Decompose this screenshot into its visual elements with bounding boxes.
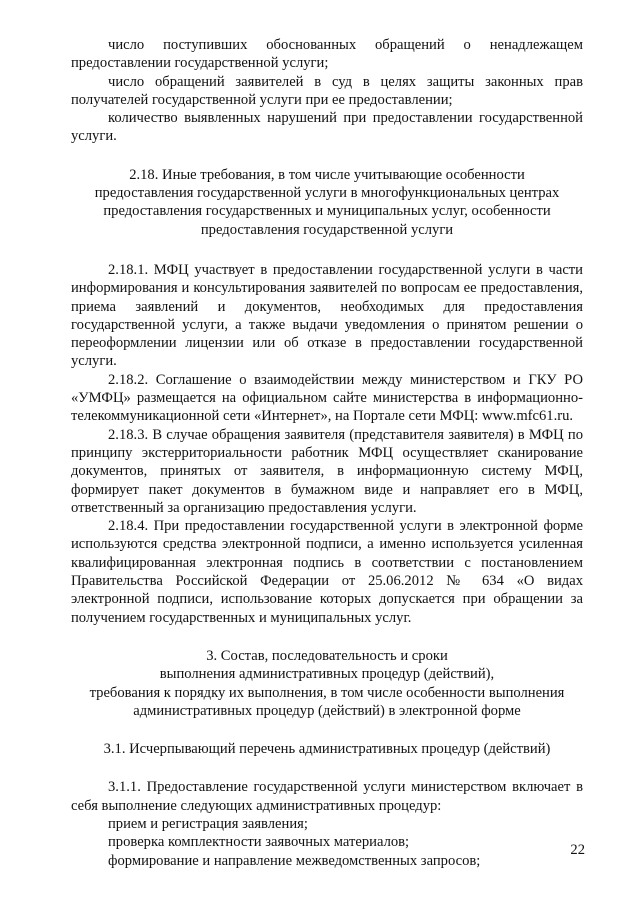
heading-line: административных процедур (действий) в электронной форме [133,702,521,719]
intro-item: количество выявленных нарушений при предоставлении государственной услуги. [71,110,583,145]
heading-line: предоставления государственных и муниципальных услуг, особенности [103,203,551,220]
paragraph-2-18-1: 2.18.1. МФЦ участвует в предоставлении государственной услуги в части информирования и консультирования заявителей по вопросам ее предоставления, приема заявлений и документов, необходимых для предоставления государственной услуги, а также выдачи уведомления о принятом решении о переоформлении лицензии или об отказе в предоставлении государственной услуги. [71,261,583,370]
section-2-18-body [71,261,583,627]
procedure-item: проверка комплектности заявочных материалов; [108,834,410,851]
paragraph-2-18-3: 2.18.3. В случае обращения заявителя (представителя заявителя) в МФЦ по принципу экстерриториальности работник МФЦ осуществляет сканирование документов, принятых от заявителя, в информационную систему МФЦ, формирует пакет документов в бумажном виде и направляет его в МФЦ, ответственный за организацию предоставления услуги. [71,426,583,516]
heading-line: выполнения административных процедур (действий), [159,666,495,683]
intro-item: число поступивших обоснованных обращений о ненадлежащем предоставлении государственной услуги; [71,37,583,72]
heading-line: предоставления государственной услуги [200,221,454,238]
heading-line: предоставления государственной услуги в многофункциональных центрах [94,185,560,202]
section-3-1-heading: 3.1. Исчерпывающий перечень административных процедур (действий) [103,741,551,758]
page-number: 22 [570,842,585,858]
paragraph-3-1-1: 3.1.1. Предоставление государственной услуги министерством включает в себя выполнение следующих административных процедур: [71,779,583,814]
section-3-1-1-body [71,778,583,869]
paragraph-2-18-4: 2.18.4. При предоставлении государственной услуги в электронной форме используются средства электронной подписи, а именно используется усиленная квалифицированная электронная подпись в соответствии с постановлением Правительства Российской Федерации от 25.06.2012 № 634 «О видах электронной подписи, использование которых допускается при обращении за получением государственных и муниципальных услуг. [71,518,583,626]
heading-line: требования к порядку их выполнения, в том числе особенности выполнения [89,684,565,701]
intro-item: число обращений заявителей в суд в целях защиты законных прав получателей государственной услуги при ее предоставлении; [71,73,583,108]
heading-line: 2.18. Иные требования, в том числе учитывающие особенности [129,166,525,183]
section-3-heading [71,647,583,720]
procedure-item: прием и регистрация заявления; [108,815,308,832]
heading-line: 3. Состав, последовательность и сроки [206,647,448,664]
section-2-18-heading [71,166,583,239]
paragraph-2-18-2: 2.18.2. Соглашение о взаимодействии между министерством и ГКУ РО «УМФЦ» размещается на официальном сайте министерства в информационно-телекоммуникационной сети «Интернет», на Портале сети МФЦ: www.mfc61.ru. [71,371,583,425]
page-content [71,36,583,870]
procedure-item: формирование и направление межведомственных запросов; [108,852,481,869]
